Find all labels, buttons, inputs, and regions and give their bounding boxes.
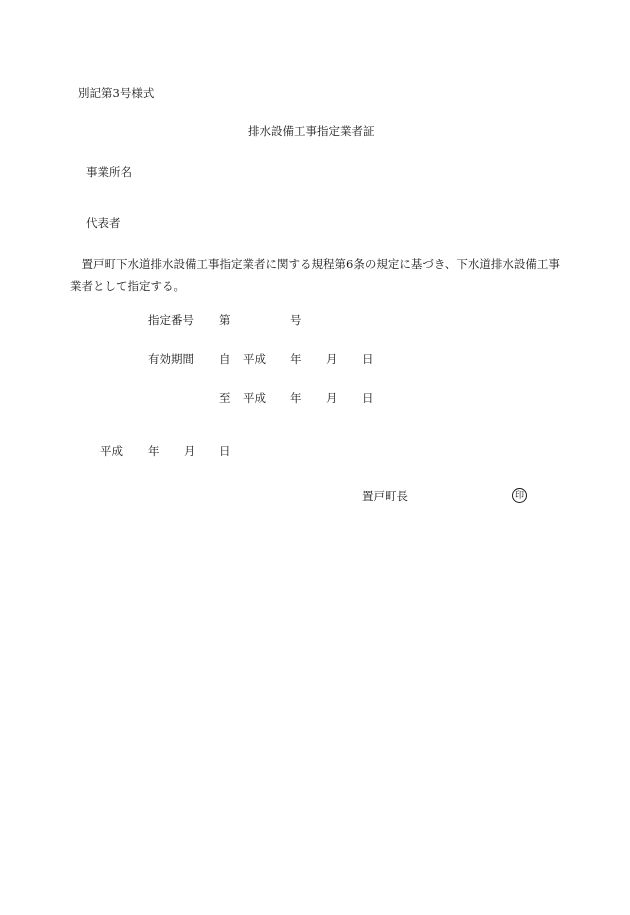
period-to-year: 年 [290,391,302,405]
designation-number-label: 指定番号 [148,313,194,327]
issue-date-year: 年 [148,444,160,458]
issuer-name: 置戸町長 [362,489,408,503]
paragraph-indent [70,257,82,271]
form-number-label: 別記第3号様式 [78,86,155,100]
designation-statement [70,253,560,297]
designation-statement-text: 置戸町下水道排水設備工事指定業者に関する規程第6条の規定に基づき、下水道排水設備工事業者として指定する。 [70,257,560,293]
document-title: 排水設備工事指定業者証 [248,124,375,138]
period-to-day: 日 [362,391,374,405]
period-from-era: 平成 [243,352,266,366]
designation-number-prefix: 第 [219,313,231,327]
period-from-year: 年 [290,352,302,366]
issue-date-era: 平成 [100,444,123,458]
representative-label: 代表者 [86,216,121,230]
period-from-day: 日 [362,352,374,366]
period-from-marker: 自 [219,352,231,366]
period-from-month: 月 [326,352,338,366]
period-to-era: 平成 [243,391,266,405]
designation-number-suffix: 号 [290,313,302,327]
seal-mark: 印 [512,488,527,503]
business-name-label: 事業所名 [86,165,132,179]
issue-date-day: 日 [219,444,231,458]
period-to-month: 月 [326,391,338,405]
validity-period-label: 有効期間 [148,352,194,366]
period-to-marker: 至 [219,391,231,405]
issue-date-month: 月 [184,444,196,458]
